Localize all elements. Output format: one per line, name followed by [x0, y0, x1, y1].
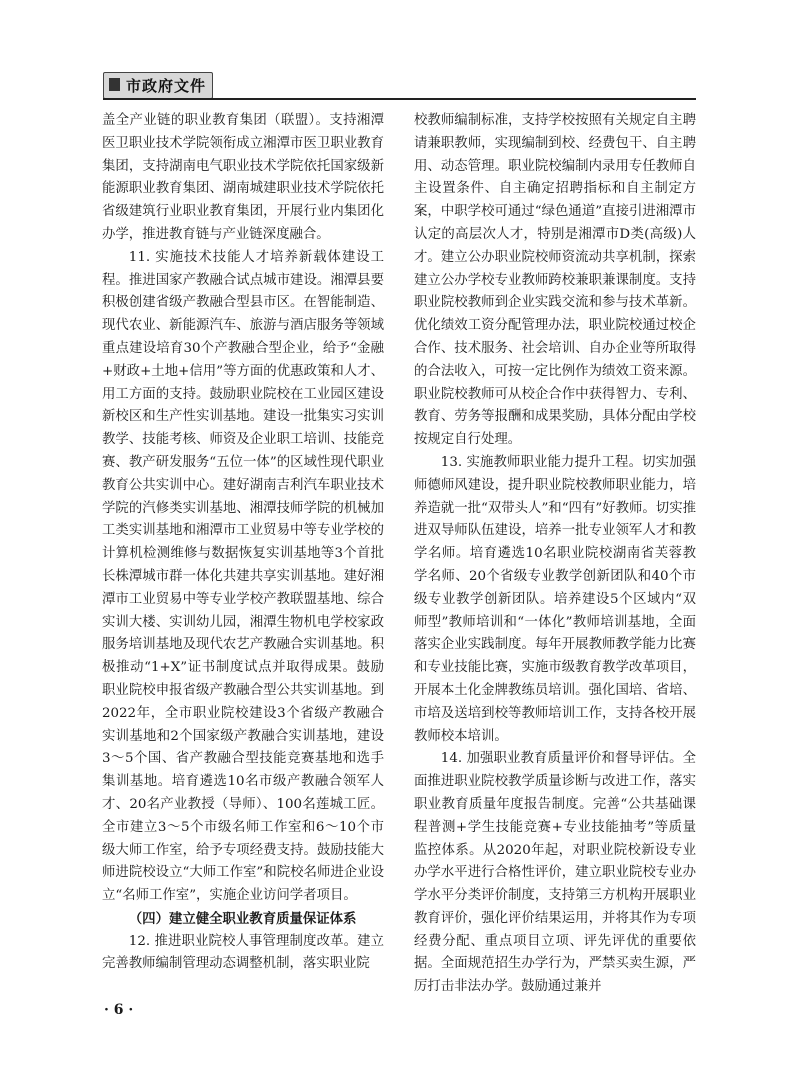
left-paragraph-continuation: 盖全产业链的职业教育集团（联盟）。支持湘潭医卫职业技术学院领衔成立湘潭市医卫职业教育集团，支持湖南电气职业技术学院依托国家级新能源职业教育集团、湖南城建职业技术学院依托省级建筑行业职业教育集团，开展行业内集团化办学，推进教育链与产业链深度融合。 [102, 113, 384, 242]
paragraph-item-12: 12. 推进职业院校人事管理制度改革。建立完善教师编制管理动态调整机制，落实职业院 [102, 933, 384, 972]
paragraph-item-13: 13. 实施教师职业能力提升工程。切实加强师德师风建设，提升职业院校教师职业能力，培养造就一批“双带头人”和“四有”好教师。切实推进双导师队伍建设，培养一批专业领军人才和教学名师。培育遴选10名职业院校湖南省芙蓉教学名师、20个省级专业教学创新团队和40个市级专业教学创新团队。培养建设5个区域内“双师型”教师培训和“一体化”教师培训基地，全面落实企业实践制度。每年开展教师教学能力比赛和专业技能比赛，实施市级教育教学改革项目，开展本土化金牌教练员培训。强化国培、省培、市培及送培到校等教师培训工作，支持各校开展教师校本培训。 [414, 454, 696, 744]
paragraph-item-14: 14. 加强职业教育质量评价和督导评估。全面推进职业院校教学质量诊断与改进工作，落实职业教育质量年度报告制度。完善“公共基础课程普测+学生技能竞赛+专业技能抽考”等质量监控体系。从2020年起，对职业院校新设专业办学水平进行合格性评价，建立职业院校专业办学水平分类评价制度，支持第三方机构开展职业教育评价，强化评价结果运用，并将其作为专项经费分配、重点项目立项、评先评优的重要依据。全面规范招生办学行为，严禁买卖生源，严厉打击非法办学。鼓励通过兼并 [414, 751, 696, 995]
header-rule [103, 98, 696, 100]
header-mark-icon [109, 78, 120, 91]
page-number: · 6 · [104, 1002, 134, 1018]
section-heading-4: （四）建立健全职业教育质量保证体系 [128, 910, 357, 927]
right-column [414, 110, 696, 999]
header-label: 市政府文件 [126, 77, 207, 95]
left-column [102, 110, 384, 976]
paragraph-item-11: 11. 实施技术技能人才培养新载体建设工程。推进国家产教融合试点城市建设。湘潭县要积极创建省级产教融合型县市区。在智能制造、现代农业、新能源汽车、旅游与酒店服务等领域重点建设培育30个产教融合型企业，给予“金融+财政+土地+信用”等方面的优惠政策和人才、用工方面的支持。鼓励职业院校在工业园区建设新校区和生产性实训基地。建设一批集实习实训教学、技能考核、师资及企业职工培训、技能竞赛、教产研发服务“五位一体”的区域性现代职业教育公共实训中心。建好湖南吉利汽车职业技术学院的汽修类实训基地、湘潭技师学院的机械加工类实训基地和湘潭市工业贸易中等专业学校的计算机检测维修与数据恢复实训基地等3个首批长株潭城市群一体化共建共享实训基地。建好湘潭市工业贸易中等专业学校产教联盟基地、综合实训大楼、实训幼儿园，湘潭生物机电学校家政服务培训基地及现代农艺产教融合实训基地。积极推动“1+X”证书制度试点并取得成果。鼓励职业院校申报省级产教融合型公共实训基地。到2022年，全市职业院校建设3个省级产教融合实训基地和2个国家级产教融合实训基地，建设3～5个国、省产教融合型技能竞赛基地和选手集训基地。培育遴选10名市级产教融合领军人才、20名产业教授（导师）、100名莲城工匠。全市建立3～5个市级名师工作室和6～10个市级大师工作室，给予专项经费支持。鼓励技能大师进院校设立“大师工作室”和院校名师进企业设立“名师工作室”，实施企业访问学者项目。 [102, 249, 384, 904]
header-badge [103, 72, 213, 99]
right-paragraph-continuation: 校教师编制标准，支持学校按照有关规定自主聘请兼职教师，实现编制到校、经费包干、自主聘用、动态管理。职业院校编制内录用专任教师自主设置条件、自主确定招聘指标和自主制定方案，中职学校可通过“绿色通道”直接引进湘潭市认定的高层次人才，特别是湘潭市D类(高级)人才。建立公办职业院校师资流动共享机制，探索建立公办学校专业教师跨校兼职兼课制度。支持职业院校教师到企业实践交流和参与技术革新。优化绩效工资分配管理办法，职业院校通过校企合作、技术服务、社会培训、自办企业等所取得的合法收入，可按一定比例作为绩效工资来源。职业院校教师可从校企合作中获得智力、专利、教育、劳务等报酬和成果奖励，具体分配由学校按规定自行处理。 [414, 113, 696, 448]
page-header [103, 68, 696, 102]
